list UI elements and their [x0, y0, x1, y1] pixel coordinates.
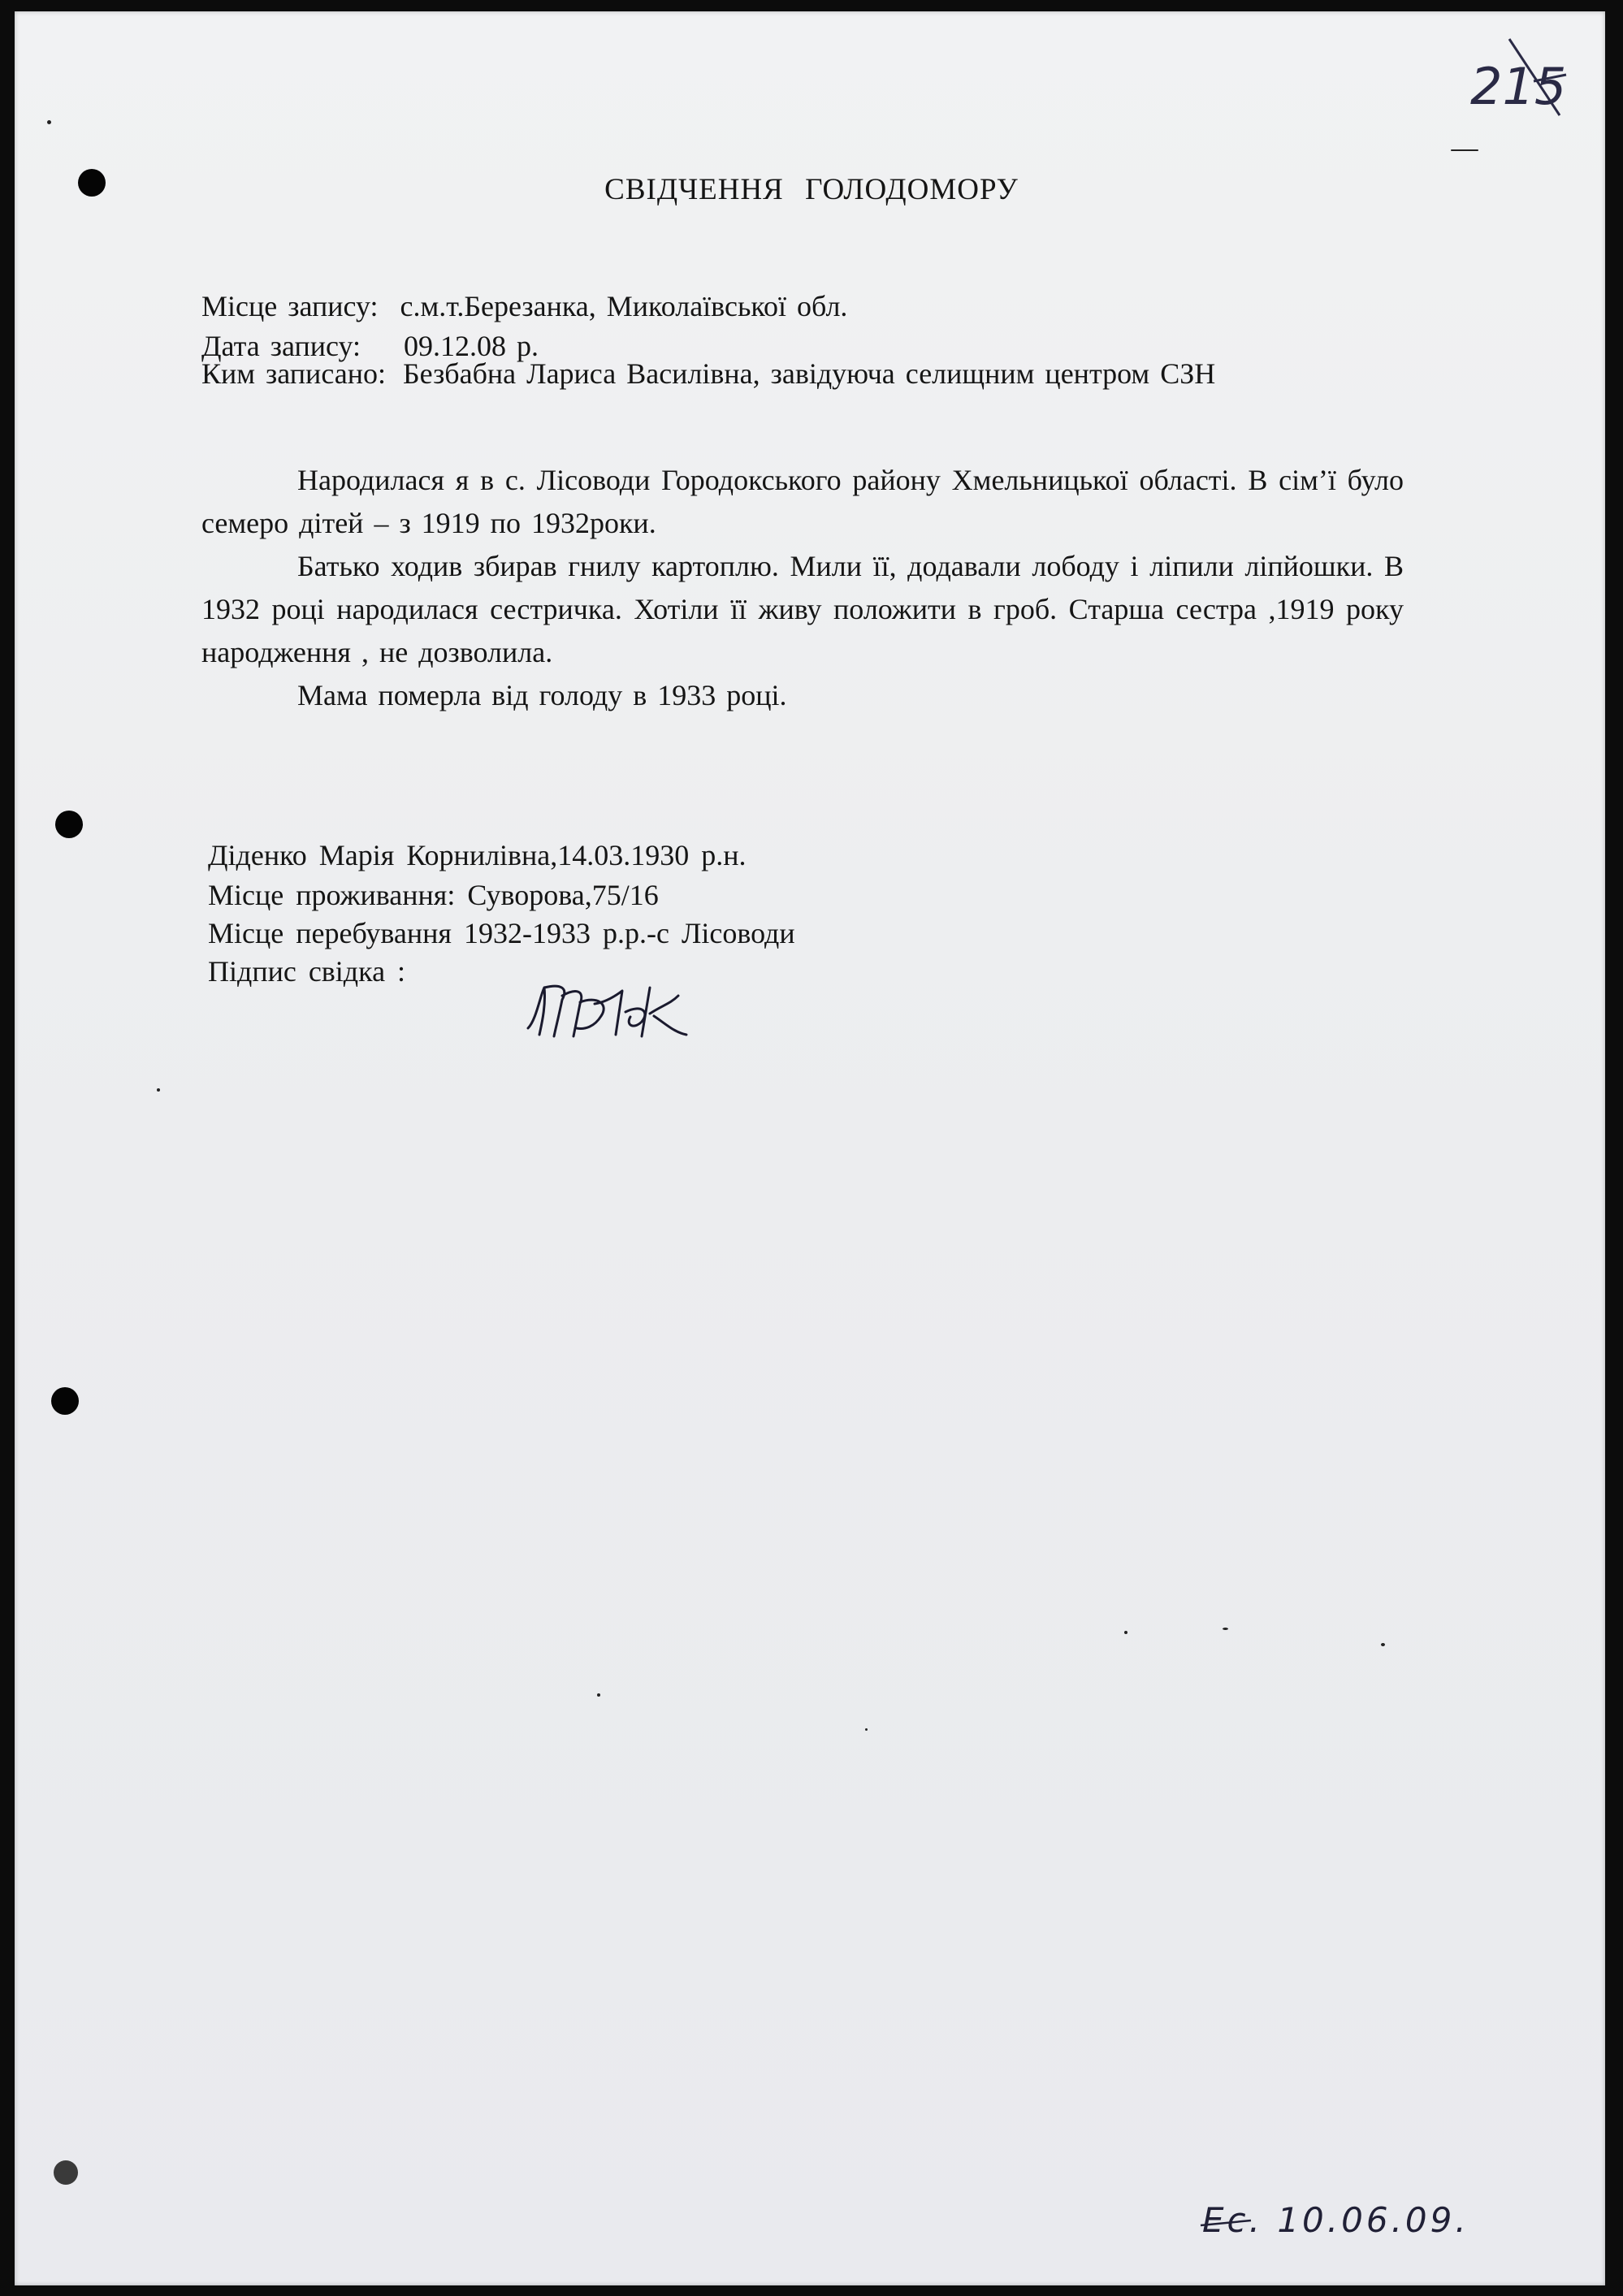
recorded-by-label: Ким записано: — [201, 357, 386, 390]
witness-signature — [520, 971, 707, 1044]
punch-hole-bottom — [54, 2160, 78, 2185]
margin-mark — [1451, 149, 1478, 151]
margin-mark — [597, 1693, 600, 1697]
margin-mark — [865, 1728, 868, 1731]
witness-stay: Місце перебування 1932-1933 р.р.-с Лісоводи — [208, 917, 795, 949]
testimony-body — [201, 459, 1404, 717]
footer-handwritten-note — [1194, 2186, 1503, 2251]
margin-mark — [1124, 1631, 1127, 1634]
record-date-value: 09.12.08 р. — [404, 330, 539, 362]
document-title: СВІДЧЕННЯ ГОЛОДОМОРУ — [604, 173, 1019, 206]
punch-hole-middle — [55, 811, 83, 838]
svg-text:215: 215 — [1470, 57, 1567, 116]
testimony-paragraph: Мама померла від голоду в 1933 році. — [297, 679, 787, 711]
margin-mark — [157, 1088, 160, 1092]
record-place-row — [201, 289, 847, 323]
margin-mark — [1381, 1643, 1385, 1646]
recorded-by-value: Безбабна Лариса Василівна, завідуюча селищним центром СЗН — [402, 357, 1216, 390]
testimony-paragraph: Батько ходив збирав гнилу картоплю. Мили її, додавали лободу і ліпили ліпйошки. В 1932 році народилася сестричка. Хотіли її живу положити в гроб. Старша сестра ,1919 року народження , не дозволила. — [201, 550, 1404, 668]
record-place-value: с.м.т.Березанка, Миколаївської обл. — [400, 290, 848, 322]
testimony-paragraph: Народилася я в с. Лісоводи Городокського району Хмельницької області. В сім’ї було семеро дітей – з 1919 по 1932роки. — [201, 464, 1404, 539]
record-place-label: Місце запису: — [201, 290, 379, 322]
witness-name: Діденко Марія Корнилівна,14.03.1930 р.н. — [208, 839, 747, 871]
margin-mark — [47, 120, 51, 124]
recorded-by-row — [201, 357, 1215, 391]
signature-label: Підпис свідка : — [208, 955, 406, 988]
page-number-handwritten — [1454, 24, 1576, 130]
record-date-label: Дата запису: — [201, 330, 361, 362]
margin-mark — [1223, 1628, 1228, 1630]
witness-residence: Місце проживання: Суворова,75/16 — [208, 879, 659, 911]
svg-text:Ес. 10.06.09.: Ес. 10.06.09. — [1202, 2200, 1469, 2240]
punch-hole-lower — [51, 1387, 79, 1415]
